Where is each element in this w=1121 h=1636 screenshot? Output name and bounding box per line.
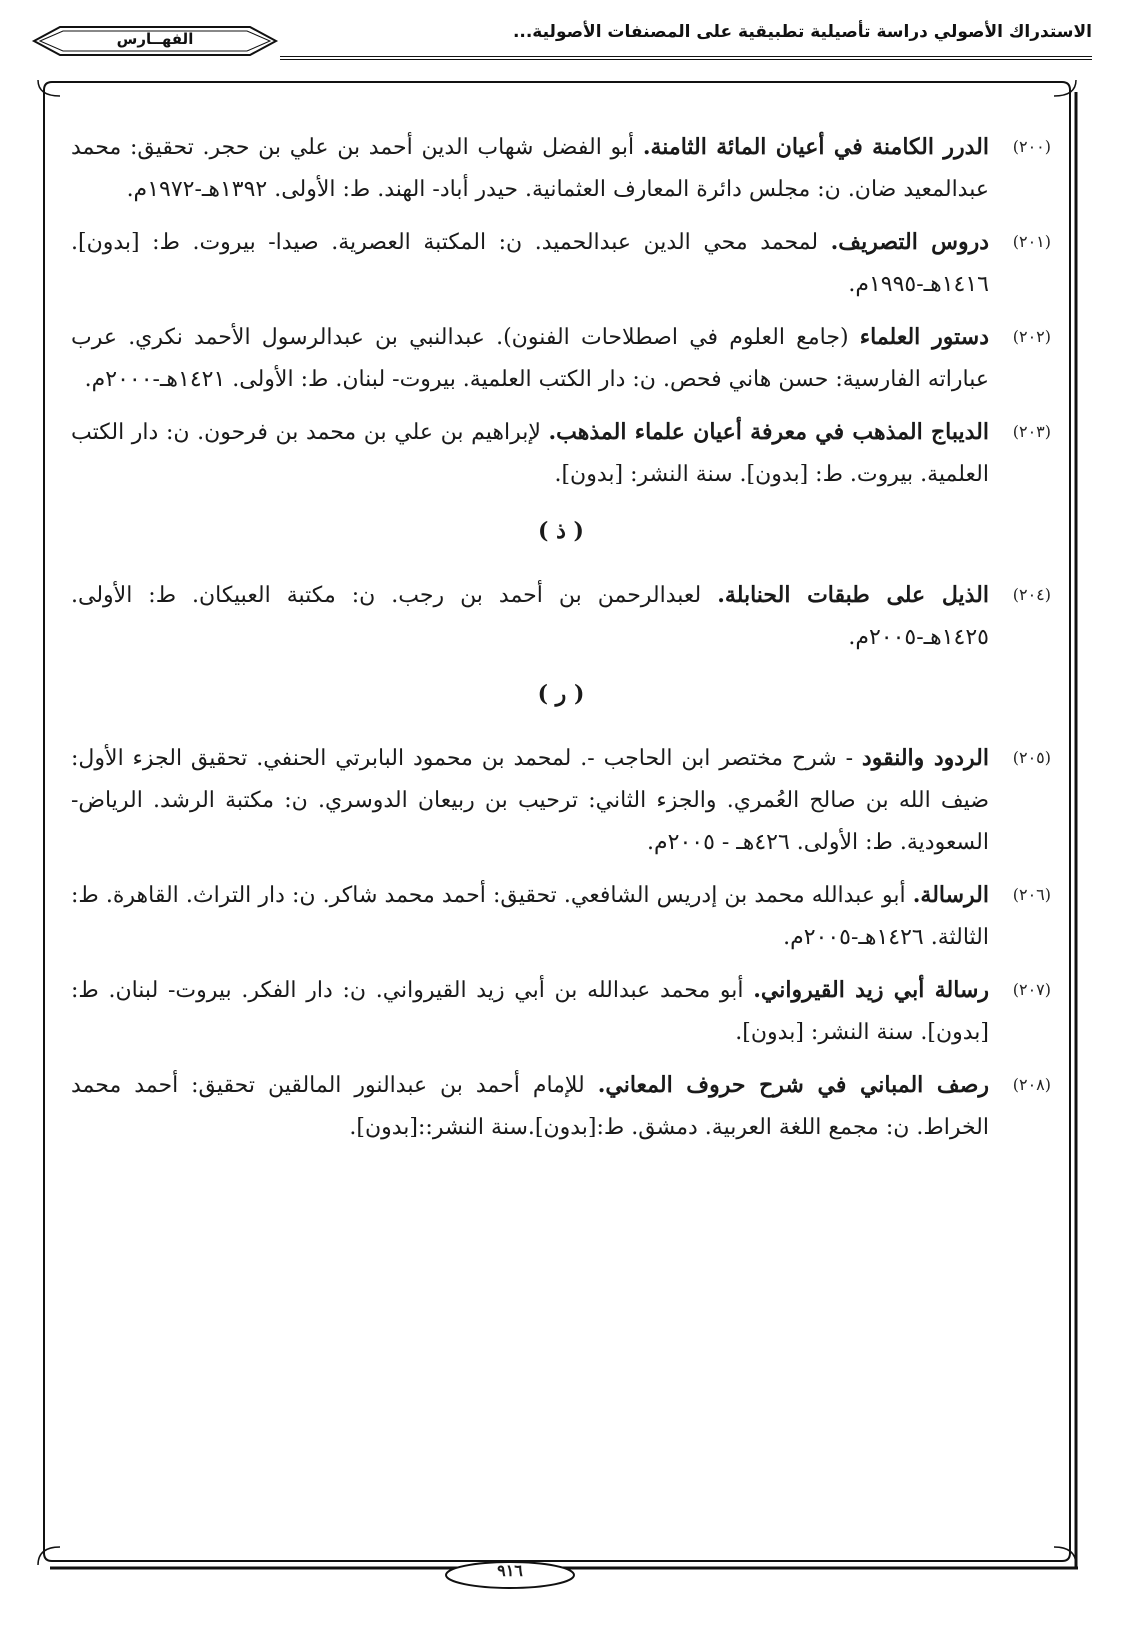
entry-number: (٢٠٦): [1012, 885, 1051, 904]
entry-title: الرسالة.: [912, 882, 989, 908]
bibliography-entry: [71, 737, 1051, 864]
page-number: ٩١٦: [497, 1561, 523, 1580]
bibliography-content: [71, 126, 1051, 1159]
entry-body: لإبراهيم بن علي بن محمد بن فرحون. ن: دار الكتب العلمية. بيروت. ط: [بدون]. سنة النشر: [بدون].: [71, 420, 989, 487]
entry-title: دروس التصريف.: [830, 229, 989, 255]
bibliography-entry: [71, 1064, 1051, 1149]
entry-body: أبو عبدالله محمد بن إدريس الشافعي. تحقيق: أحمد محمد شاكر. ن: دار التراث. القاهرة. ط: الثالثة. ١٤٢٦هـ-٢٠٠٥م.: [71, 883, 989, 950]
running-title: الاستدراك الأصولي دراسة تأصيلية تطبيقية على المصنفات الأصولية...: [512, 22, 1092, 42]
bibliography-entry: [71, 126, 1051, 211]
entry-body: للإمام أحمد بن عبدالنور المالقين تحقيق: أحمد محمد الخراط. ن: مجمع اللغة العربية. دمشق. ط:[بدون].سنة النشر::[بدون].: [71, 1073, 989, 1140]
entry-title: الديباج المذهب في معرفة أعيان علماء المذهب.: [548, 419, 989, 445]
entry-title: الردود والنقود: [861, 745, 989, 771]
entry-number: (٢٠٤): [1012, 585, 1051, 604]
entry-body: لمحمد محي الدين عبدالحميد. ن: المكتبة العصرية. صيدا- بيروت. ط: [بدون]. ١٤١٦هـ-١٩٩٥م.: [71, 230, 989, 297]
entry-number: (٢٠٣): [1012, 422, 1051, 441]
entry-number: (٢٠٥): [1012, 748, 1051, 767]
entry-title: الذيل على طبقات الحنابلة.: [717, 582, 989, 608]
bibliography-entry: [71, 316, 1051, 401]
bibliography-entry: [71, 574, 1051, 659]
entry-title: دستور العلماء: [859, 324, 990, 350]
entry-number: (٢٠٧): [1012, 980, 1051, 999]
entry-body: - شرح مختصر ابن الحاجب -. لمحمد بن محمود البابرتي الحنفي. تحقيق الجزء الأول: ضيف الله بن صالح العُمري. والجزء الثاني: ترحيب بن ربيعان الدوسري. ن: مكتبة الرشد. الرياض- السعودية. ط: الأولى. ٤٢٦هـ - ٢٠٠٥م.: [71, 746, 989, 855]
page-number-badge: [440, 1558, 580, 1592]
bibliography-entry: [71, 969, 1051, 1054]
bibliography-entry: [71, 411, 1051, 496]
entry-body: لعبدالرحمن بن أحمد بن رجب. ن: مكتبة العبيكان. ط: الأولى. ١٤٢٥هـ-٢٠٠٥م.: [71, 583, 989, 650]
section-heading-dhal: ( ذ ): [538, 518, 584, 544]
entry-body: (جامع العلوم في اصطلاحات الفنون). عبدالنبي بن عبدالرسول الأحمد نكري. عرب عباراته الفارسية: حسن هاني فحص. ن: دار الكتب العلمية. بيروت- لبنان. ط: الأولى. ١٤٢١هـ-٢٠٠٠م.: [71, 325, 989, 392]
bibliography-entry: [71, 221, 1051, 306]
bibliography-entry: [71, 874, 1051, 959]
entry-body: أبو الفضل شهاب الدين أحمد بن علي بن حجر. تحقيق: محمد عبدالمعيد ضان. ن: مجلس دائرة المعارف العثمانية. حيدر أباد- الهند. ط: الأولى. ١٣٩٢هـ-١٩٧٢م.: [71, 135, 989, 202]
entry-title: رصف المباني في شرح حروف المعاني.: [597, 1072, 989, 1098]
entry-title: الدرر الكامنة في أعيان المائة الثامنة.: [642, 134, 989, 160]
entry-body: أبو محمد عبدالله بن أبي زيد القيرواني. ن: دار الفكر. بيروت- لبنان. ط: [بدون]. سنة النشر: [بدون].: [71, 978, 989, 1045]
section-heading-ra: ( ر ): [537, 681, 585, 707]
entry-number: (٢٠١): [1012, 232, 1051, 251]
entry-title: رسالة أبي زيد القيرواني.: [753, 977, 989, 1003]
section-label: الفهــارس: [116, 30, 194, 48]
entry-number: (٢٠٠): [1012, 137, 1051, 156]
entry-number: (٢٠٨): [1012, 1075, 1051, 1094]
entry-number: (٢٠٢): [1012, 327, 1051, 346]
